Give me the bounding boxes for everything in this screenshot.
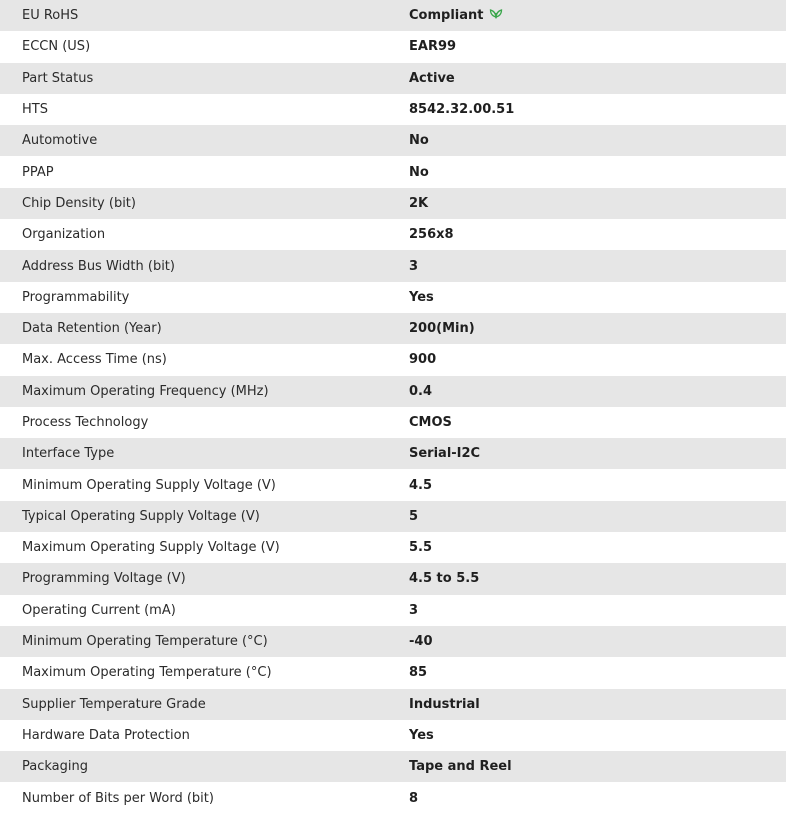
spec-label: Minimum Operating Temperature (°C) xyxy=(22,634,268,650)
spec-label: Typical Operating Supply Voltage (V) xyxy=(22,508,260,524)
spec-label: Automotive xyxy=(22,133,98,149)
spec-value: 0.4 xyxy=(409,383,433,399)
table-row xyxy=(0,94,786,125)
table-row xyxy=(0,407,786,438)
spec-label: Packaging xyxy=(22,759,88,775)
spec-value-text: Compliant xyxy=(409,8,484,24)
table-row xyxy=(0,31,786,62)
spec-label: Maximum Operating Temperature (°C) xyxy=(22,665,272,681)
table-row xyxy=(0,188,786,219)
table-row xyxy=(0,501,786,532)
spec-value: 3 xyxy=(409,602,419,618)
spec-value: 2K xyxy=(409,195,429,211)
table-row xyxy=(0,219,786,250)
spec-label: Maximum Operating Frequency (MHz) xyxy=(22,383,269,399)
spec-label: Data Retention (Year) xyxy=(22,321,162,337)
spec-value: EAR99 xyxy=(409,39,457,55)
spec-label: Interface Type xyxy=(22,446,115,462)
spec-value: -40 xyxy=(409,634,433,650)
spec-label: Minimum Operating Supply Voltage (V) xyxy=(22,477,276,493)
table-row xyxy=(0,438,786,469)
spec-label: ECCN (US) xyxy=(22,39,91,55)
spec-label: HTS xyxy=(22,102,48,118)
table-row xyxy=(0,595,786,626)
table-row xyxy=(0,563,786,594)
spec-label: PPAP xyxy=(22,164,54,180)
spec-label: Process Technology xyxy=(22,415,149,430)
table-row xyxy=(0,720,786,751)
spec-value: Yes xyxy=(409,289,434,305)
spec-value: 8542.32.00.51 xyxy=(409,102,515,118)
table-row xyxy=(0,376,786,407)
spec-label: Address Bus Width (bit) xyxy=(22,258,175,274)
spec-label: EU RoHS xyxy=(22,8,79,24)
spec-label: Programming Voltage (V) xyxy=(22,571,186,587)
spec-value: CMOS xyxy=(409,415,452,430)
spec-label: Max. Access Time (ns) xyxy=(22,352,167,368)
spec-value: Active xyxy=(409,70,455,86)
table-row xyxy=(0,657,786,688)
spec-value: No xyxy=(409,133,429,149)
spec-label: Part Status xyxy=(22,70,94,86)
spec-label: Programmability xyxy=(22,289,130,305)
table-row xyxy=(0,751,786,782)
table-row xyxy=(0,344,786,375)
table-row xyxy=(0,313,786,344)
spec-label: Hardware Data Protection xyxy=(22,727,190,743)
table-row xyxy=(0,782,786,813)
spec-label: Number of Bits per Word (bit) xyxy=(22,790,214,806)
table-row xyxy=(0,469,786,500)
spec-label: Organization xyxy=(22,227,106,243)
spec-value: 200(Min) xyxy=(409,321,475,337)
spec-label: Supplier Temperature Grade xyxy=(22,696,206,712)
spec-value: 4.5 xyxy=(409,477,433,493)
spec-value: Serial-I2C xyxy=(409,446,481,462)
table-row xyxy=(0,282,786,313)
table-row xyxy=(0,125,786,156)
table-row xyxy=(0,532,786,563)
spec-value: Industrial xyxy=(409,696,480,712)
spec-value: 5.5 xyxy=(409,540,433,556)
spec-label: Maximum Operating Supply Voltage (V) xyxy=(22,540,280,556)
spec-label: Chip Density (bit) xyxy=(22,195,136,211)
spec-value: 256x8 xyxy=(409,227,454,243)
table-row xyxy=(0,63,786,94)
table-row xyxy=(0,250,786,281)
spec-value: 3 xyxy=(409,258,419,274)
table-row xyxy=(0,0,786,31)
spec-value: 85 xyxy=(409,665,428,681)
spec-value: 8 xyxy=(409,790,419,806)
table-row xyxy=(0,689,786,720)
table-row xyxy=(0,156,786,187)
spec-label: Operating Current (mA) xyxy=(22,602,176,618)
spec-value: 5 xyxy=(409,508,419,524)
spec-value: No xyxy=(409,164,429,180)
spec-value xyxy=(388,0,786,31)
spec-value: Tape and Reel xyxy=(409,759,512,775)
table-row xyxy=(0,626,786,657)
spec-value: 900 xyxy=(409,352,437,368)
spec-value: Yes xyxy=(409,727,434,743)
leaf-icon xyxy=(489,7,503,22)
spec-value: 4.5 to 5.5 xyxy=(409,571,480,587)
